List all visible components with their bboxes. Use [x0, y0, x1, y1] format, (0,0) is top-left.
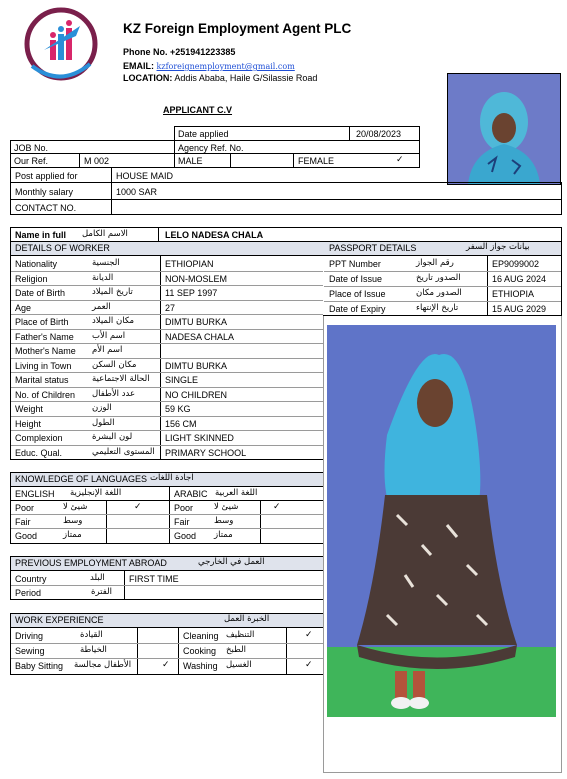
agency-ref-label: Agency Ref. No.: [178, 143, 244, 153]
skill-label: Cooking: [183, 646, 217, 656]
detail-label: Complexion: [15, 433, 63, 443]
arabic-label: ARABIC: [174, 489, 208, 499]
detail-label: Marital status: [15, 375, 69, 385]
detail-label-ar: عدد الأطفال: [92, 389, 136, 399]
detail-value: SINGLE: [165, 375, 199, 385]
arabic-level-label: Poor: [174, 503, 194, 513]
female-label: FEMALE: [298, 156, 335, 166]
detail-label-ar: الوزن: [92, 403, 112, 413]
period-label: Period: [15, 588, 42, 598]
phone-label: Phone No.: [123, 47, 168, 57]
passport-label: Date of Issue: [329, 274, 383, 284]
arabic-level-ar: وسط: [214, 516, 234, 526]
name-label-ar: الاسم الكامل: [82, 229, 128, 239]
detail-label-ar: اسم الأب: [92, 331, 126, 341]
english-level-ar: وسط: [63, 516, 83, 526]
row-divider: [11, 445, 323, 446]
phone-number: +251941223385: [170, 47, 236, 57]
detail-value: ETHIOPIAN: [165, 259, 214, 269]
passport-label-ar: الصدور مكان: [416, 288, 462, 298]
row-divider: [11, 387, 323, 388]
arabic-level-ar: شيئ لا: [214, 502, 239, 512]
detail-label-ar: الطول: [92, 418, 115, 428]
name-label: Name in full: [15, 230, 67, 240]
detail-label: Weight: [15, 404, 43, 414]
detail-label: No. of Children: [15, 390, 76, 400]
skill-label: Driving: [15, 631, 44, 641]
detail-label-ar: المستوى التعليمي: [92, 447, 155, 457]
skill-label-ar: الخياطة: [80, 645, 107, 655]
skill-check: ✓: [305, 630, 313, 640]
passport-title: PASSPORT DETAILS: [329, 243, 417, 253]
detail-value: DIMTU BURKA: [165, 317, 228, 327]
email-label: EMAIL:: [123, 61, 154, 71]
passport-label-ar: رقم الجواز: [416, 258, 454, 268]
detail-label: Date of Birth: [15, 288, 66, 298]
english-level-ar: ممتاز: [63, 530, 82, 540]
post-value: HOUSE MAID: [116, 171, 174, 181]
arabic-label-ar: اللغة العربية: [215, 488, 258, 498]
detail-label: Place of Birth: [15, 317, 69, 327]
country-value: FIRST TIME: [129, 574, 179, 584]
detail-label: Educ. Qual.: [15, 448, 63, 458]
row-divider: [11, 285, 323, 286]
detail-label: Father's Name: [15, 332, 74, 342]
row-divider: [11, 416, 323, 417]
passport-label: PPT Number: [329, 259, 381, 269]
english-level-label: Poor: [15, 503, 35, 513]
passport-label: Place of Issue: [329, 289, 386, 299]
row-divider: [11, 343, 323, 344]
period-label-ar: الفترة: [91, 587, 112, 597]
detail-value: 27: [165, 303, 176, 313]
row-divider: [11, 314, 323, 315]
skill-check: ✓: [162, 660, 170, 670]
company-logo: [22, 6, 100, 84]
job-no-label: JOB No.: [14, 143, 49, 153]
detail-value: NADESA CHALA: [165, 332, 235, 342]
male-label: MALE: [178, 156, 203, 166]
detail-label-ar: مكان الميلاد: [92, 316, 135, 326]
company-phone-line: [123, 46, 235, 58]
applicant-photo-large: [327, 325, 556, 717]
english-level-label: Good: [15, 531, 38, 541]
location-label: LOCATION:: [123, 73, 173, 83]
row-divider: [11, 430, 323, 431]
female-checkmark: ✓: [396, 155, 404, 165]
english-level-check: ✓: [134, 502, 142, 512]
skill-label: Washing: [183, 661, 218, 671]
form-title: APPLICANT C.V: [163, 105, 233, 115]
arabic-level-label: Fair: [174, 517, 190, 527]
skill-label-ar: التنظيف: [226, 630, 255, 640]
detail-value: 156 CM: [165, 419, 197, 429]
detail-label-ar: تاريخ الميلاد: [92, 287, 133, 297]
passport-label-ar: تاريخ الإنتهاء: [416, 303, 459, 313]
salary-value: 1000 SAR: [116, 187, 158, 197]
passport-value: ETHIOPIA: [492, 289, 535, 299]
detail-label-ar: الديانة: [92, 273, 114, 283]
detail-label: Religion: [15, 274, 48, 284]
previous-title-ar: العمل في الخارجي: [198, 557, 265, 567]
skill-label-ar: الطبخ: [226, 645, 246, 655]
detail-label: Height: [15, 419, 42, 429]
detail-value: DIMTU BURKA: [165, 361, 228, 371]
email-link[interactable]: kzforeignemployment@gmail.com: [156, 62, 295, 71]
company-name: KZ Foreign Employment Agent PLC: [123, 21, 352, 36]
arabic-level-label: Good: [174, 531, 197, 541]
row-divider: [11, 358, 323, 359]
skill-label-ar: القيادة: [80, 630, 103, 640]
location-value: Addis Ababa, Haile G/Silassie Road: [174, 73, 318, 83]
skill-label: Sewing: [15, 646, 45, 656]
experience-title: WORK EXPERIENCE: [15, 615, 104, 625]
row-divider: [11, 401, 323, 402]
skill-check: ✓: [305, 660, 313, 670]
detail-value: NON-MOSLEM: [165, 274, 228, 284]
country-label: Country: [15, 574, 47, 584]
details-title: DETAILS OF WORKER: [15, 243, 110, 253]
passport-label-ar: الصدور تاريخ: [416, 273, 461, 283]
skill-label: Baby Sitting: [15, 661, 64, 671]
detail-label-ar: لون البشرة: [92, 432, 133, 442]
skill-label-ar: الأطفال مجالسة: [74, 660, 132, 670]
row-divider: [11, 271, 323, 272]
detail-label: Nationality: [15, 259, 58, 269]
english-label: ENGLISH: [15, 489, 55, 499]
detail-label-ar: الحالة الاجتماعية: [92, 374, 150, 384]
english-level-label: Fair: [15, 517, 31, 527]
row-divider: [11, 372, 323, 373]
english-level-ar: شيئ لا: [63, 502, 88, 512]
date-applied-label: Date applied: [178, 129, 229, 139]
experience-title-ar: الخبرة العمل: [224, 614, 270, 624]
detail-value: NO CHILDREN: [165, 390, 228, 400]
post-label: Post applied for: [15, 171, 78, 181]
our-ref-label: Our Ref.: [14, 156, 49, 166]
row-divider: [11, 329, 323, 330]
detail-value: PRIMARY SCHOOL: [165, 448, 247, 458]
skill-label-ar: الغسيل: [226, 660, 252, 670]
skill-label: Cleaning: [183, 631, 219, 641]
date-applied-value: 20/08/2023: [356, 129, 402, 139]
our-ref-value: M 002: [84, 156, 110, 166]
detail-value: 59 KG: [165, 404, 191, 414]
detail-label-ar: العمر: [92, 302, 111, 312]
languages-title: KNOWLEDGE OF LANGUAGES: [15, 474, 148, 484]
detail-label-ar: مكان السكن: [92, 360, 137, 370]
english-label-ar: اللغة الإنجليزية: [70, 488, 122, 498]
passport-value: EP9099002: [492, 259, 540, 269]
previous-title: PREVIOUS EMPLOYMENT ABROAD: [15, 558, 167, 568]
company-location-line: [123, 72, 317, 84]
detail-value: 11 SEP 1997: [165, 288, 218, 298]
applicant-photo-small: [447, 73, 561, 185]
detail-label: Living in Town: [15, 361, 72, 371]
name-value: LELO NADESA CHALA: [165, 230, 264, 240]
arabic-level-ar: ممتاز: [214, 530, 233, 540]
detail-label-ar: الجنسية: [92, 258, 120, 268]
detail-value: LIGHT SKINNED: [165, 433, 234, 443]
arabic-level-check: ✓: [273, 502, 281, 512]
passport-title-ar: بيانات جواز السفر: [466, 242, 530, 252]
languages-title-ar: اجادة اللغات: [150, 473, 194, 483]
contact-label: CONTACT NO.: [15, 203, 77, 213]
passport-label: Date of Expiry: [329, 304, 386, 314]
detail-label-ar: اسم الأم: [92, 345, 123, 355]
country-label-ar: البلد: [90, 573, 105, 583]
passport-value: 15 AUG 2029: [492, 304, 547, 314]
row-divider: [11, 300, 323, 301]
detail-label: Mother's Name: [15, 346, 76, 356]
detail-label: Age: [15, 303, 32, 313]
salary-label: Monthly salary: [15, 187, 74, 197]
passport-value: 16 AUG 2024: [492, 274, 547, 284]
